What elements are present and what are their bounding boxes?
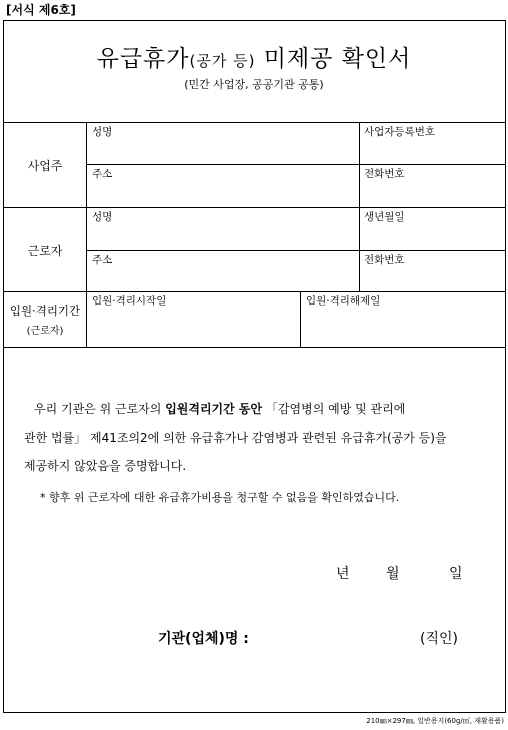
- date-month-label: 월: [386, 566, 400, 582]
- paper-spec-footer: 210㎜×297㎜, 일반용지(60g/㎡, 재활용품): [366, 717, 504, 725]
- document-subtitle: (민간 사업장, 공공기관 공통): [184, 78, 324, 91]
- worker-bottom-border: [4, 291, 506, 292]
- worker-row-divider: [86, 250, 506, 251]
- employer-name-label: 성명: [92, 126, 113, 138]
- isolation-subheading: (근로자): [26, 326, 64, 337]
- worker-heading: 근로자: [27, 244, 63, 258]
- title-rest: 미제공 확인서: [255, 46, 412, 72]
- date-year-label: 년: [336, 566, 350, 582]
- statement-note: * 향후 위 근로자에 대한 유급휴가비용을 청구할 수 없음을 확인하였습니다.: [40, 491, 400, 504]
- statement-line-1-pre: 우리 기관은 위 근로자의: [34, 402, 166, 416]
- worker-birth-label: 생년월일: [364, 211, 405, 223]
- date-day-label: 일: [449, 566, 463, 582]
- employer-regno-label: 사업자등록번호: [364, 126, 436, 138]
- statement-line-1-post: 「감염병의 예방 및 관리에: [262, 402, 406, 416]
- employer-bottom-border: [4, 207, 506, 208]
- title-main: 유급휴가: [96, 46, 190, 72]
- worker-phone-label: 전화번호: [364, 254, 405, 266]
- form-number-label: [서식 제6호]: [6, 3, 76, 17]
- table-bottom-border: [4, 347, 506, 348]
- worker-name-label: 성명: [92, 211, 113, 223]
- statement-line-3: 제공하지 않았음을 증명합니다.: [24, 459, 187, 473]
- statement-line-1: [34, 395, 504, 423]
- employer-heading: 사업주: [27, 159, 63, 173]
- right-column-divider: [359, 122, 360, 291]
- statement-line-1-bold: 입원격리기간 동안: [165, 402, 263, 416]
- employer-address-label: 주소: [92, 168, 113, 180]
- table-top-border: [4, 122, 506, 123]
- heading-column-divider: [86, 122, 87, 347]
- seal-label: (직인): [420, 631, 458, 647]
- employer-row-divider: [86, 164, 506, 165]
- isolation-start-label: 입원·격리시작일: [92, 295, 167, 307]
- isolation-end-label: 입원·격리해제일: [306, 295, 381, 307]
- employer-phone-label: 전화번호: [364, 168, 405, 180]
- statement-line-2: 관한 법률」 제41조의2에 의한 유급휴가나 감염병과 관련된 유급휴가(공가 등)을: [24, 431, 447, 445]
- isolation-column-divider: [300, 291, 301, 347]
- isolation-heading: 입원·격리기간: [9, 304, 81, 318]
- worker-address-label: 주소: [92, 254, 113, 266]
- organization-name-label: 기관(업체)명 :: [158, 631, 249, 647]
- document-title: [0, 40, 508, 73]
- title-paren: (공가 등): [189, 52, 256, 70]
